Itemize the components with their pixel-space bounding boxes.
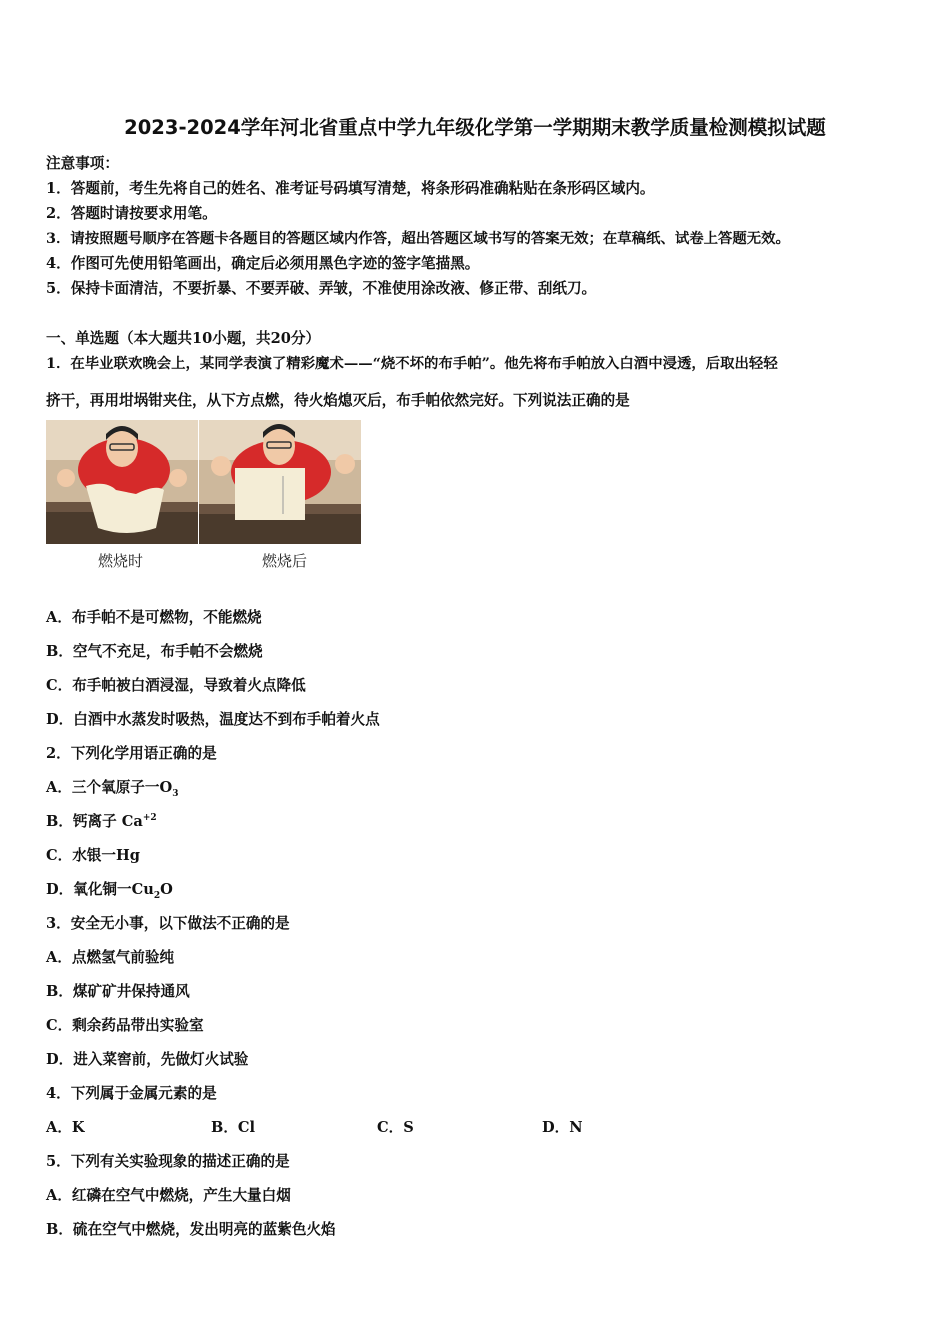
section-heading: 一、单选题（本大题共10小题，共20分）	[46, 330, 321, 347]
photo-burning	[46, 420, 198, 544]
q2-option-b-text: B．钙离子 Ca	[46, 813, 143, 830]
q5-stem: 5．下列有关实验现象的描述正确的是	[46, 1153, 290, 1170]
q4-stem: 4．下列属于金属元素的是	[46, 1085, 217, 1102]
q4-option-b: B．Cl	[211, 1119, 256, 1136]
page-title: 2023-2024学年河北省重点中学九年级化学第一学期期末教学质量检测模拟试题	[124, 116, 826, 139]
caption-after-burning: 燃烧后	[262, 552, 308, 570]
q2-option-a	[46, 776, 178, 799]
notice-item-4: 4．作图可先使用铅笔画出，确定后必须用黑色字迹的签字笔描黑。	[46, 255, 480, 272]
q4-option-a: A．K	[46, 1119, 85, 1136]
q2-option-c: C．水银一Hg	[46, 847, 140, 864]
q3-option-d: D．进入菜窖前，先做灯火试验	[46, 1051, 249, 1068]
q2-option-d-text: D．氧化铜一Cu	[46, 881, 154, 898]
q3-option-b: B．煤矿矿井保持通风	[46, 983, 190, 1000]
notice-item-5: 5．保持卡面清洁，不要折暴、不要弄破、弄皱，不准使用涂改液、修正带、刮纸刀。	[46, 280, 597, 297]
q3-option-a: A．点燃氢气前验纯	[46, 949, 175, 966]
caption-burning: 燃烧时	[98, 552, 144, 570]
q2-option-d	[46, 878, 173, 901]
notice-heading: 注意事项：	[46, 155, 119, 172]
q2-option-b-superscript: +2	[142, 813, 157, 824]
q2-option-a-subscript: 3	[172, 788, 179, 799]
q2-option-b	[46, 810, 157, 831]
q1-option-c: C．布手帕被白酒浸湿，导致着火点降低	[46, 677, 306, 694]
photo-after-burning	[199, 420, 361, 544]
notice-item-2: 2．答题时请按要求用笔。	[46, 205, 217, 222]
notice-item-3: 3．请按照题号顺序在答题卡各题目的答题区域内作答，超出答题区域书写的答案无效；在草稿纸、试卷上答题无效。	[46, 230, 790, 247]
q5-option-b: B．硫在空气中燃烧，发出明亮的蓝紫色火焰	[46, 1221, 336, 1238]
q1-option-d: D．白酒中水蒸发时吸热，温度达不到布手帕着火点	[46, 711, 380, 728]
q2-option-d-subscript: 2	[153, 890, 161, 901]
q1-stem-line-1: 1．在毕业联欢晚会上，某同学表演了精彩魔术——“烧不坏的布手帕”。他先将布手帕放入白酒中浸透，后取出轻轻	[46, 355, 778, 372]
q4-option-d: D．N	[542, 1119, 583, 1136]
q2-stem: 2．下列化学用语正确的是	[46, 745, 217, 762]
q3-option-c: C．剩余药品带出实验室	[46, 1017, 204, 1034]
q5-option-a: A．红磷在空气中燃烧，产生大量白烟	[46, 1187, 291, 1204]
q2-option-d-tail: O	[160, 881, 173, 898]
q1-stem-line-2: 挤干，再用坩埚钳夹住，从下方点燃，待火焰熄灭后，布手帕依然完好。下列说法正确的是	[46, 392, 630, 409]
q3-stem: 3．安全无小事，以下做法不正确的是	[46, 915, 290, 932]
notice-item-1: 1．答题前，考生先将自己的姓名、准考证号码填写清楚，将条形码准确粘贴在条形码区域内。	[46, 180, 655, 197]
q4-option-c: C．S	[377, 1119, 414, 1136]
q1-option-a: A．布手帕不是可燃物，不能燃烧	[46, 609, 262, 626]
q1-option-b: B．空气不充足，布手帕不会燃烧	[46, 643, 263, 660]
q2-option-a-text: A．三个氧原子一O	[46, 779, 173, 796]
